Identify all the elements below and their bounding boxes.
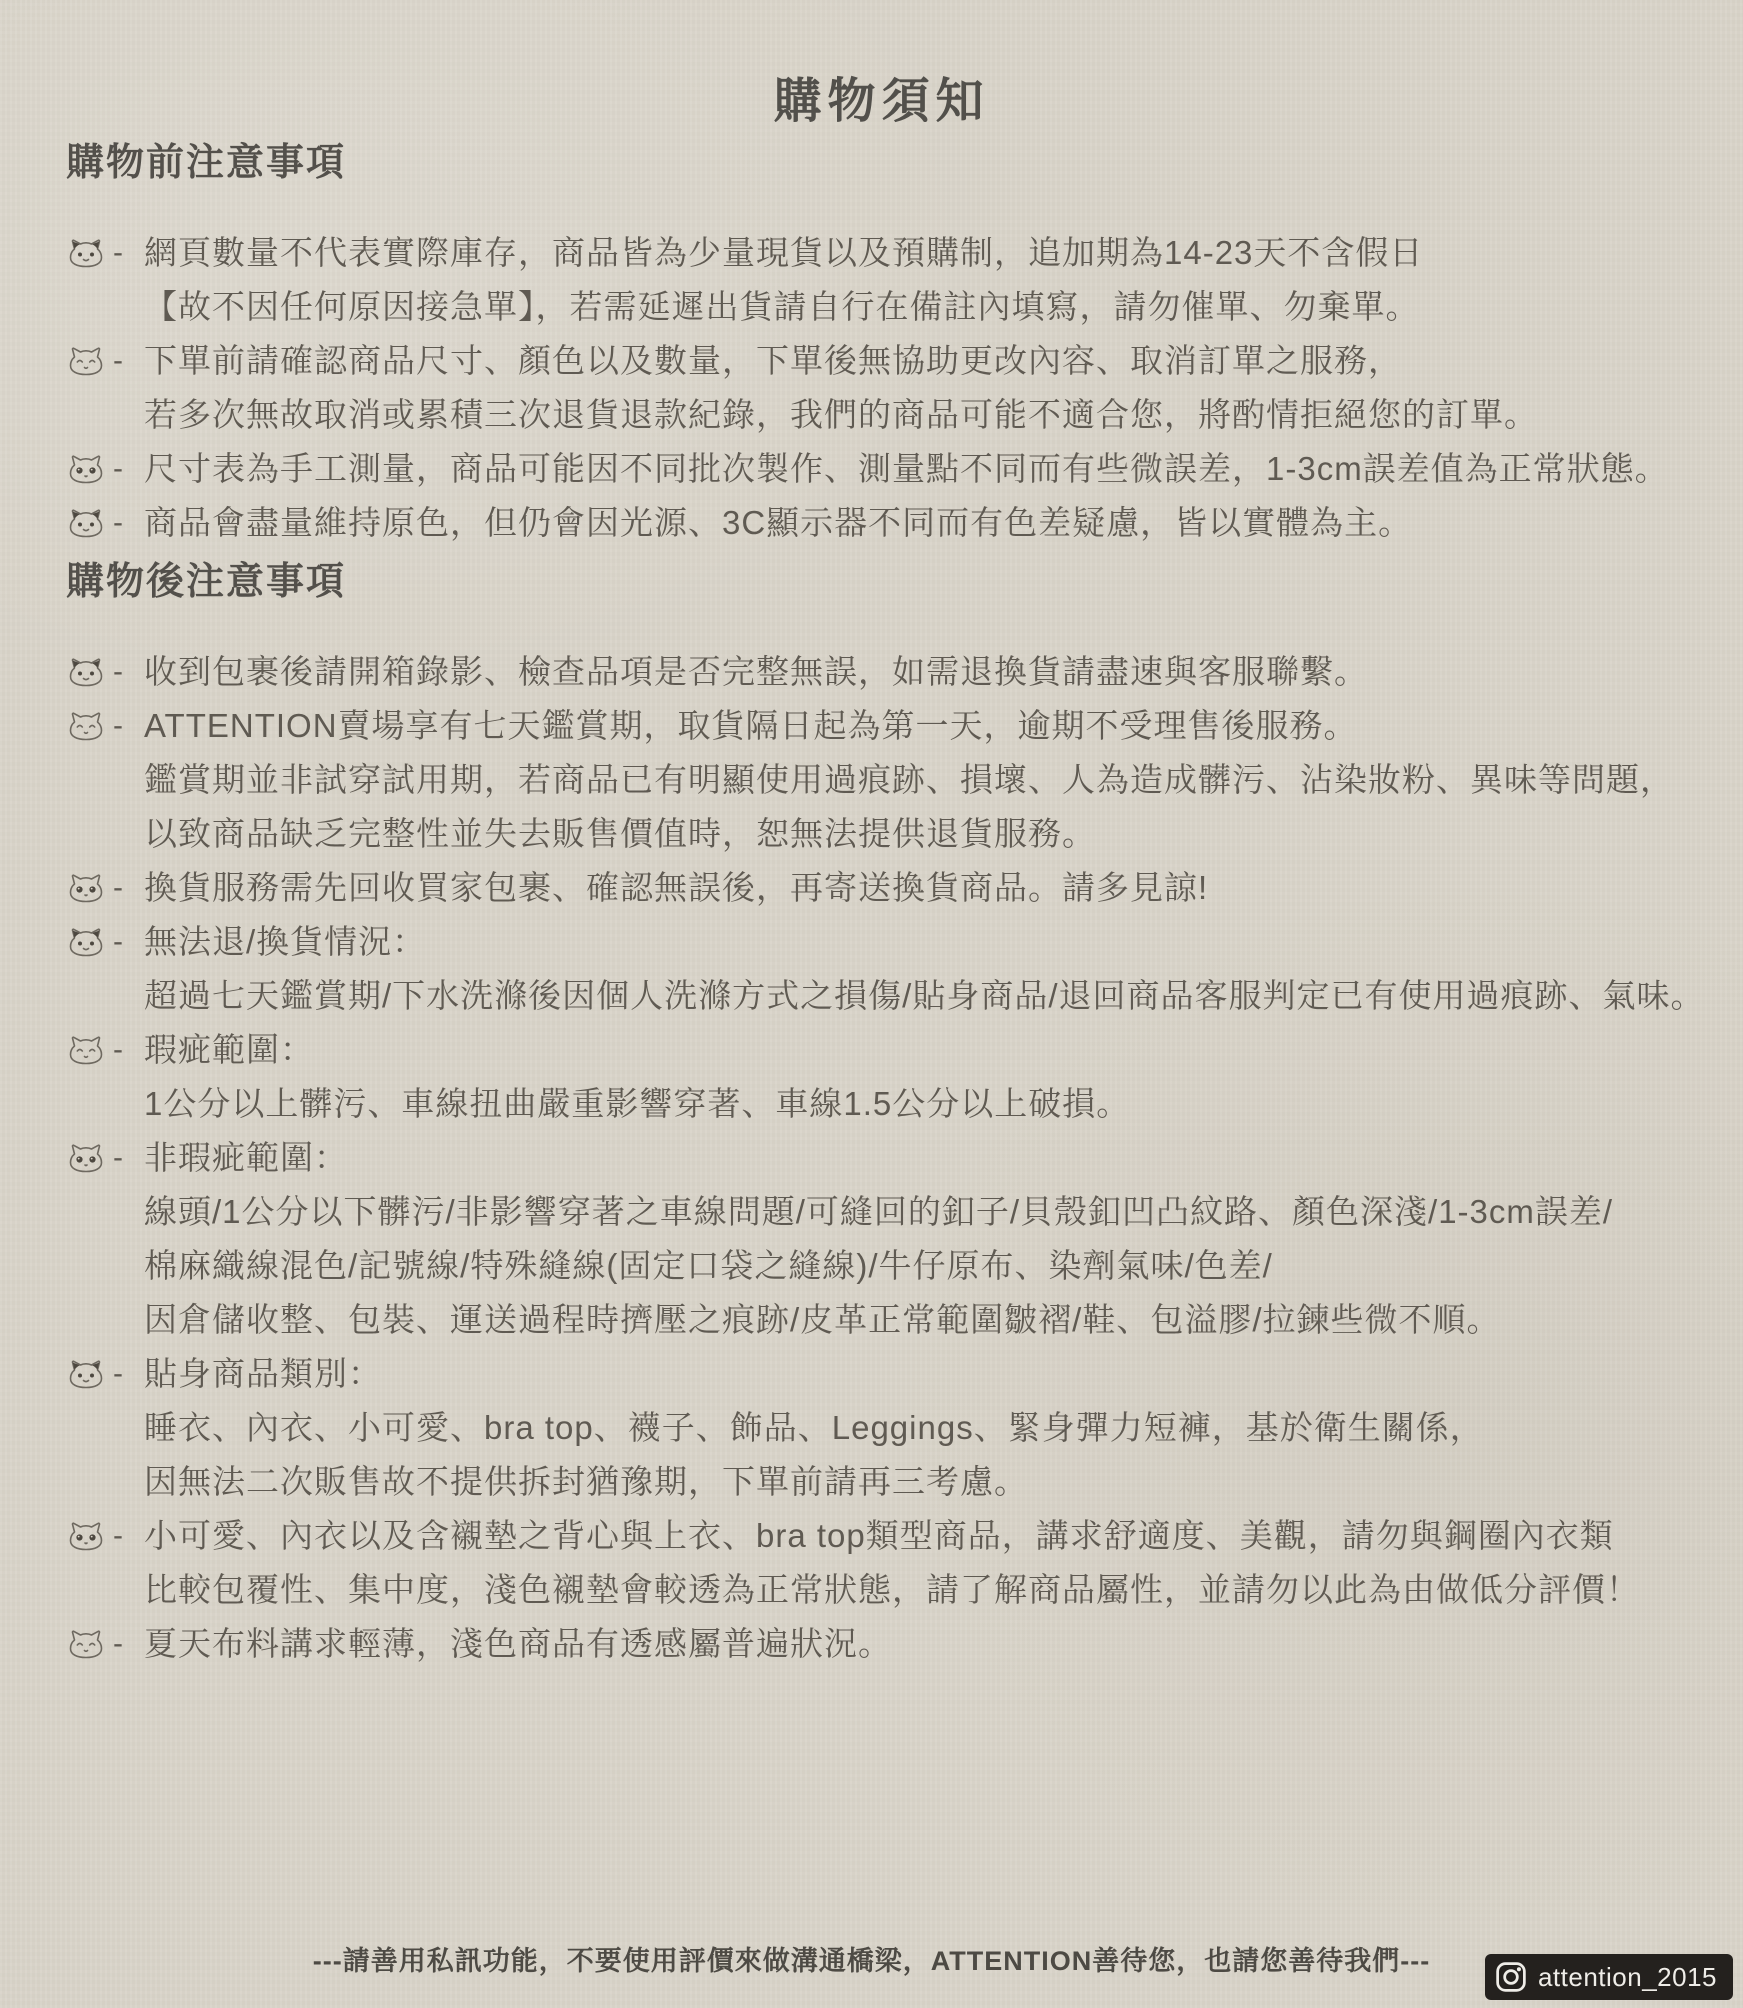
notice-item-lines bbox=[144, 645, 1697, 699]
notice-line: 網頁數量不代表實際庫存，商品皆為少量現貨以及預購制，追加期為14-23天不含假日 bbox=[144, 234, 1424, 271]
bullet-dash: - bbox=[113, 1141, 123, 1174]
notice-line: 因無法二次販售故不提供拆封猶豫期，下單前請再三考慮。 bbox=[144, 1463, 1028, 1500]
notice-item-lines bbox=[144, 861, 1697, 915]
section-heading: 購物後注意事項 bbox=[66, 561, 347, 603]
notice-line: 線頭/1公分以下髒污/非影響穿著之車線問題/可縫回的釦子/貝殼釦凹凸紋路、顏色深淺/1-3cm誤差/ bbox=[144, 1193, 1614, 1230]
bullet bbox=[66, 496, 144, 550]
notice-item-lines bbox=[144, 699, 1697, 861]
notice-item-lines bbox=[144, 1347, 1697, 1509]
instagram-badge bbox=[1485, 1954, 1733, 2000]
bullet-dash: - bbox=[113, 1627, 123, 1660]
bullet bbox=[66, 226, 144, 280]
bullet bbox=[66, 1023, 144, 1077]
notice-list bbox=[66, 226, 1697, 550]
instagram-handle: attention_2015 bbox=[1537, 1961, 1717, 1992]
bullet-dash: - bbox=[113, 1519, 123, 1552]
cat-wink-icon bbox=[66, 345, 106, 378]
notice-item bbox=[66, 1347, 1697, 1509]
notice-item-lines bbox=[144, 1023, 1697, 1131]
notice-line: 夏天布料講求輕薄，淺色商品有透感屬普遍狀況。 bbox=[144, 1625, 892, 1662]
bullet-dash: - bbox=[113, 709, 123, 742]
page-title: 購物須知 bbox=[773, 75, 990, 128]
notice-item bbox=[66, 442, 1697, 496]
notice-item bbox=[66, 861, 1697, 915]
bullet-dash: - bbox=[113, 506, 123, 539]
notice-line: 貼身商品類別： bbox=[144, 1355, 382, 1392]
notice-item-lines bbox=[144, 915, 1705, 1023]
bullet bbox=[66, 645, 144, 699]
bullet-dash: - bbox=[113, 452, 123, 485]
notice-sections bbox=[66, 131, 1705, 1671]
cat-wide-eyes-icon bbox=[66, 1142, 106, 1175]
notice-item-lines bbox=[144, 442, 1697, 496]
notice-line: 棉麻織線混色/記號線/特殊縫線(固定口袋之縫線)/牛仔原布、染劑氣味/色差/ bbox=[144, 1247, 1273, 1284]
cat-tuxedo-icon bbox=[66, 656, 106, 689]
bullet bbox=[66, 699, 144, 753]
cat-wide-eyes-icon bbox=[66, 1520, 106, 1553]
cat-tuxedo-icon bbox=[66, 926, 106, 959]
notice-line: 鑑賞期並非試穿試用期，若商品已有明顯使用過痕跡、損壞、人為造成髒污、沾染妝粉、異味等問題， bbox=[144, 761, 1674, 798]
notice-list bbox=[66, 645, 1705, 1671]
cat-wink-icon bbox=[66, 1628, 106, 1661]
notice-line: 非瑕疵範圍： bbox=[144, 1139, 348, 1176]
bullet-dash: - bbox=[113, 344, 123, 377]
cat-wide-eyes-icon bbox=[66, 453, 106, 486]
notice-line: 若多次無故取消或累積三次退貨退款紀錄，我們的商品可能不適合您，將酌情拒絕您的訂單。 bbox=[144, 396, 1538, 433]
bullet bbox=[66, 1617, 144, 1671]
bullet-dash: - bbox=[113, 871, 123, 904]
notice-line: 無法退/換貨情況： bbox=[144, 923, 427, 960]
cat-wink-icon bbox=[66, 1034, 106, 1067]
notice-line: 1公分以上髒污、車線扭曲嚴重影響穿著、車線1.5公分以上破損。 bbox=[144, 1085, 1131, 1122]
notice-line: ATTENTION賣場享有七天鑑賞期，取貨隔日起為第一天，逾期不受理售後服務。 bbox=[144, 707, 1358, 744]
bullet-dash: - bbox=[113, 655, 123, 688]
bullet-dash: - bbox=[113, 1033, 123, 1066]
notice-item bbox=[66, 496, 1697, 550]
cat-tuxedo-icon bbox=[66, 1358, 106, 1391]
notice-item bbox=[66, 645, 1697, 699]
notice-item-lines bbox=[144, 1509, 1697, 1617]
notice-item bbox=[66, 1131, 1697, 1347]
notice-item-lines bbox=[144, 226, 1697, 334]
notice-item-lines bbox=[144, 334, 1697, 442]
notice-item-lines bbox=[144, 496, 1697, 550]
bullet bbox=[66, 334, 144, 388]
bullet-dash: - bbox=[113, 1357, 123, 1390]
notice-line: 收到包裹後請開箱錄影、檢查品項是否完整無誤，如需退換貨請盡速與客服聯繫。 bbox=[144, 653, 1368, 690]
instagram-icon bbox=[1494, 1960, 1528, 1994]
notice-line: 比較包覆性、集中度，淺色襯墊會較透為正常狀態，請了解商品屬性，並請勿以此為由做低分評價！ bbox=[144, 1571, 1640, 1608]
notice-item-lines bbox=[144, 1131, 1697, 1347]
bullet bbox=[66, 1509, 144, 1563]
notice-item bbox=[66, 1509, 1697, 1617]
notice-line: 睡衣、內衣、小可愛、bra top、襪子、飾品、Leggings、緊身彈力短褲，基於衛生關係， bbox=[144, 1409, 1484, 1446]
bullet-dash: - bbox=[113, 236, 123, 269]
cat-wide-eyes-icon bbox=[66, 872, 106, 905]
notice-line: 換貨服務需先回收買家包裹、確認無誤後，再寄送換貨商品。請多見諒! bbox=[144, 869, 1209, 906]
notice-line: 以致商品缺乏完整性並失去販售價值時，恕無法提供退貨服務。 bbox=[144, 815, 1096, 852]
bullet bbox=[66, 442, 144, 496]
notice-item bbox=[66, 699, 1697, 861]
bullet bbox=[66, 915, 144, 969]
cat-tuxedo-icon bbox=[66, 507, 106, 540]
notice-item-lines bbox=[144, 1617, 1697, 1671]
cat-tuxedo-icon bbox=[66, 237, 106, 270]
footer-note: ---請善用私訊功能，不要使用評價來做溝通橋梁，ATTENTION善待您，也請您善待我們--- bbox=[312, 1946, 1431, 1976]
notice-line: 因倉儲收整、包裝、運送過程時擠壓之痕跡/皮革正常範圍皺褶/鞋、包溢膠/拉鍊些微不順。 bbox=[144, 1301, 1501, 1338]
bullet-dash: - bbox=[113, 925, 123, 958]
notice-item bbox=[66, 1617, 1697, 1671]
bullet bbox=[66, 861, 144, 915]
notice-item bbox=[66, 915, 1705, 1023]
notice-line: 瑕疵範圍： bbox=[144, 1031, 314, 1068]
bullet bbox=[66, 1347, 144, 1401]
section-heading: 購物前注意事項 bbox=[66, 142, 347, 184]
notice-item bbox=[66, 334, 1697, 442]
notice-line: 超過七天鑑賞期/下水洗滌後因個人洗滌方式之損傷/貼身商品/退回商品客服判定已有使用過痕跡、氣味。 bbox=[144, 977, 1705, 1014]
bullet bbox=[66, 1131, 144, 1185]
notice-item bbox=[66, 226, 1697, 334]
notice-item bbox=[66, 1023, 1697, 1131]
notice-line: 小可愛、內衣以及含襯墊之背心與上衣、bra top類型商品，講求舒適度、美觀，請勿與鋼圈內衣類 bbox=[144, 1517, 1614, 1554]
cat-wink-icon bbox=[66, 710, 106, 743]
notice-line: 【故不因任何原因接急單】，若需延遲出貨請自行在備註內填寫，請勿催單、勿棄單。 bbox=[144, 288, 1420, 325]
notice-line: 尺寸表為手工測量，商品可能因不同批次製作、測量點不同而有些微誤差，1-3cm誤差值為正常狀態。 bbox=[144, 450, 1669, 487]
notice-line: 下單前請確認商品尺寸、顏色以及數量，下單後無協助更改內容、取消訂單之服務， bbox=[144, 342, 1402, 379]
notice-line: 商品會盡量維持原色，但仍會因光源、3C顯示器不同而有色差疑慮，皆以實體為主。 bbox=[144, 504, 1413, 541]
